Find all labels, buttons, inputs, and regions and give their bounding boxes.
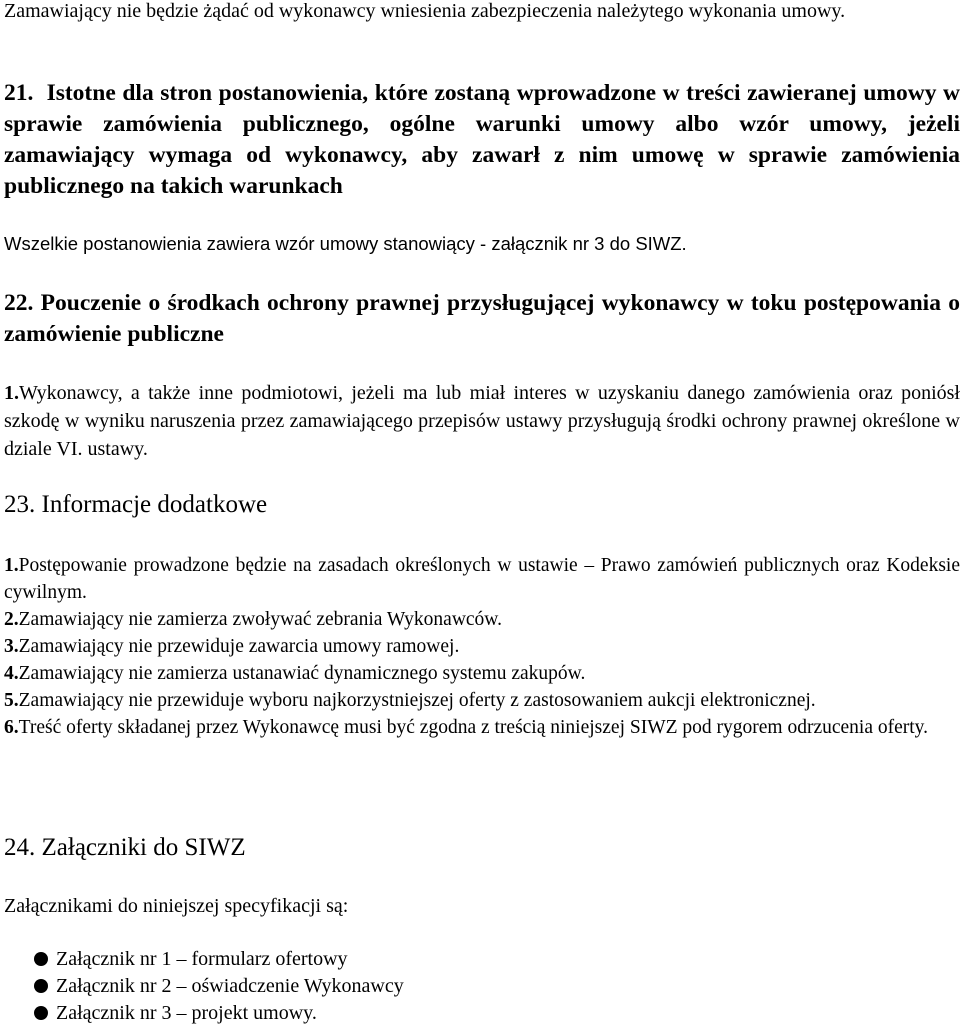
attachment-item xyxy=(4,946,348,972)
section-22-item-1-text: Wykonawcy, a także inne podmiotowi, jeżeli ma lub miał interes w uzyskaniu danego zamówienia oraz poniósł szkodę w wyniku naruszenia przez zamawiającego przepisów ustawy przysługują środki ochrony prawnej określone w dziale VI. ustawy. xyxy=(4,382,960,460)
item-number: 2. xyxy=(4,609,19,630)
section-21-heading xyxy=(4,78,960,202)
bullet-icon xyxy=(34,952,48,966)
attachment-item xyxy=(4,1000,317,1026)
section-24-intro: Załącznikami do niniejszej specyfikacji są: xyxy=(4,895,349,917)
item-number: 3. xyxy=(4,636,19,657)
item-number: 4. xyxy=(4,663,19,684)
item-text: Postępowanie prowadzone będzie na zasadach określonych w ustawie – Prawo zamówień publicznych oraz Kodeksie cywilnym. xyxy=(4,555,960,603)
section-21-body: Wszelkie postanowienia zawiera wzór umowy stanowiący - załącznik nr 3 do SIWZ. xyxy=(4,233,687,254)
section-23-heading: 23. Informacje dodatkowe xyxy=(4,491,268,518)
item-text: Zamawiający nie przewiduje wyboru najkorzystniejszej oferty z zastosowaniem aukcji elektronicznej. xyxy=(18,690,816,711)
item-text: Treść oferty składanej przez Wykonawcę musi być zgodna z treścią niniejszej SIWZ pod rygorem odrzucenia oferty. xyxy=(18,717,929,738)
attachment-label: Załącznik nr 2 – oświadczenie Wykonawcy xyxy=(56,975,404,997)
bullet-icon xyxy=(34,979,48,993)
attachment-label: Załącznik nr 1 – formularz ofertowy xyxy=(56,948,348,970)
list-item xyxy=(4,660,960,687)
section-22-item-1 xyxy=(4,379,960,463)
section-23-list xyxy=(4,552,960,741)
section-22-item-1-number: 1. xyxy=(4,382,19,404)
list-item xyxy=(4,552,960,606)
item-text: Zamawiający nie zamierza ustanawiać dynamicznego systemu zakupów. xyxy=(18,663,586,684)
list-item xyxy=(4,714,960,741)
attachment-item xyxy=(4,973,404,999)
attachment-label: Załącznik nr 3 – projekt umowy. xyxy=(56,1002,317,1024)
intro-paragraph: Zamawiający nie będzie żądać od wykonawcy wniesienia zabezpieczenia należytego wykonania umowy. xyxy=(4,0,846,22)
item-number: 5. xyxy=(4,690,19,711)
item-number: 6. xyxy=(4,717,19,738)
section-24-heading: 24. Załączniki do SIWZ xyxy=(4,834,246,861)
bullet-icon xyxy=(34,1006,48,1020)
section-21-number: 21. xyxy=(4,80,34,106)
item-number: 1. xyxy=(4,555,19,576)
list-item xyxy=(4,606,960,633)
list-item xyxy=(4,687,960,714)
section-22-heading: 22. Pouczenie o środkach ochrony prawnej przysługującej wykonawcy w toku postępowania o zamówienie publiczne xyxy=(4,290,960,347)
section-21-heading-text: Istotne dla stron postanowienia, które zostaną wprowadzone w treści zawieranej umowy w sprawie zamówienia publicznego, ogólne warunki umowy albo wzór umowy, jeżeli zamawiający wymaga od wykonawcy, aby zawarł z nim umowę w sprawie zamówienia publicznego na takich warunkach xyxy=(4,80,960,199)
item-text: Zamawiający nie zamierza zwoływać zebrania Wykonawców. xyxy=(18,609,502,630)
item-text: Zamawiający nie przewiduje zawarcia umowy ramowej. xyxy=(18,636,460,657)
list-item xyxy=(4,633,960,660)
